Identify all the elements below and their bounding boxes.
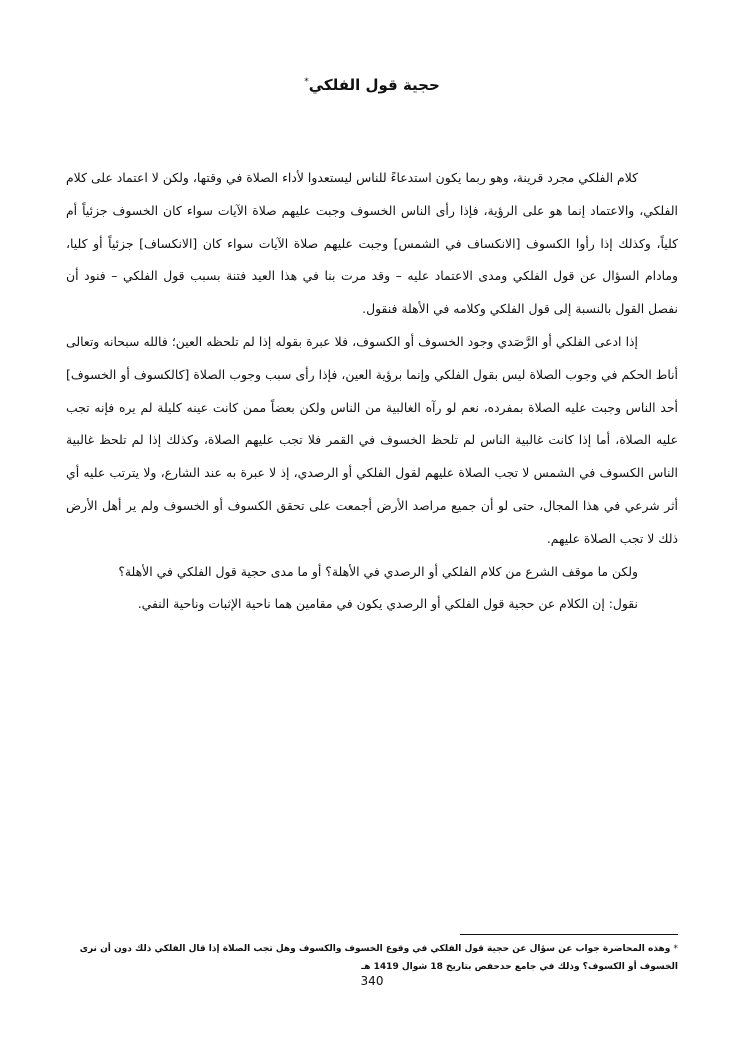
paragraph: ولكن ما موقف الشرع من كلام الفلكي أو الرصدي في الأهلة؟ أو ما مدى حجية قول الفلكي في الأهلة؟ <box>118 563 638 579</box>
paragraph: كلام الفلكي مجرد قرينة، وهو ربما يكون استدعاءً للناس ليستعدوا لأداء الصلاة في وقتها، ولكن لا اعتماد على كلام الفلكي، والاعتماد إنما هو على الرؤية، فإذا رأى الناس الخسوف وجبت عليهم صلاة الآيات سواء كان الخسوف جزئياً أم كلياً، وكذلك إذا رأوا الكسوف [الانكساف في الشمس] وجبت عليهم صلاة الآيات سواء كان [الانكساف] جزئياً أو كليا، ومادام السؤال عن قول الفلكي ومدى الاعتماد عليه – وقد مرت بنا في هذا العيد فتنة بسبب قول الفلكي – فنود أن نفصل القول بالنسبة إلى قول الفلكي وكلامه في الأهلة فنقول. <box>66 170 678 317</box>
footnote-text: وهذه المحاضرة جواب عن سؤال عن حجية قول الفلكي في وقوع الخسوف والكسوف وهل تجب الصلاة إذا قال الفلكي ذلك دون أن نرى الخسوف أو الكسوف؟ وذلك في جامع حدحفص بتاريخ 18 شوال 1419 هـ <box>79 944 678 972</box>
page-title <box>0 76 744 94</box>
body-text <box>66 162 678 621</box>
footnote-marker: * <box>673 944 678 954</box>
title-text: حجية قول الفلكي <box>308 76 440 94</box>
title-footnote-marker: * <box>304 77 309 87</box>
page-number: 340 <box>360 974 384 988</box>
footnote <box>66 940 678 976</box>
paragraph: نقول: إن الكلام عن حجية قول الفلكي أو الرصدي يكون في مقامين هما ناحية الإثبات وناحية النفي. <box>137 596 638 612</box>
footnote-divider <box>460 934 678 935</box>
paragraph: إذا ادعى الفلكي أو الرَّصَدي وجود الخسوف أو الكسوف، فلا عبرة بقوله إذا لم تلحظه العين؛ فالله سبحانه وتعالى أناط الحكم في وجوب الصلاة ليس بقول الفلكي وإنما برؤية العين، فإذا رأى سبب وجوب الصلاة [كالكسوف أو الخسوف] أحد الناس وجبت عليه الصلاة بمفرده، نعم لو رآه الغالبية من الناس ولكن بعضاً ممن كانت عينه كليلة لم يره فإنه تجب عليه الصلاة، أما إذا كانت غالبية الناس لم تلحظ الخسوف في القمر فلا تجب عليهم الصلاة، وكذلك إذا لم تلحظ غالبية الناس الكسوف في الشمس لا تجب الصلاة عليهم لقول الفلكي أو الرصدي، إذ لا عبرة به عند الشارع، ولا يترتب عليه أي أثر شرعي في هذا المجال، حتى لو أن جميع مراصد الأرض أجمعت على تحقق الكسوف أو الخسوف ولم ير أهل الأرض ذلك لا تجب الصلاة عليهم. <box>66 333 678 546</box>
